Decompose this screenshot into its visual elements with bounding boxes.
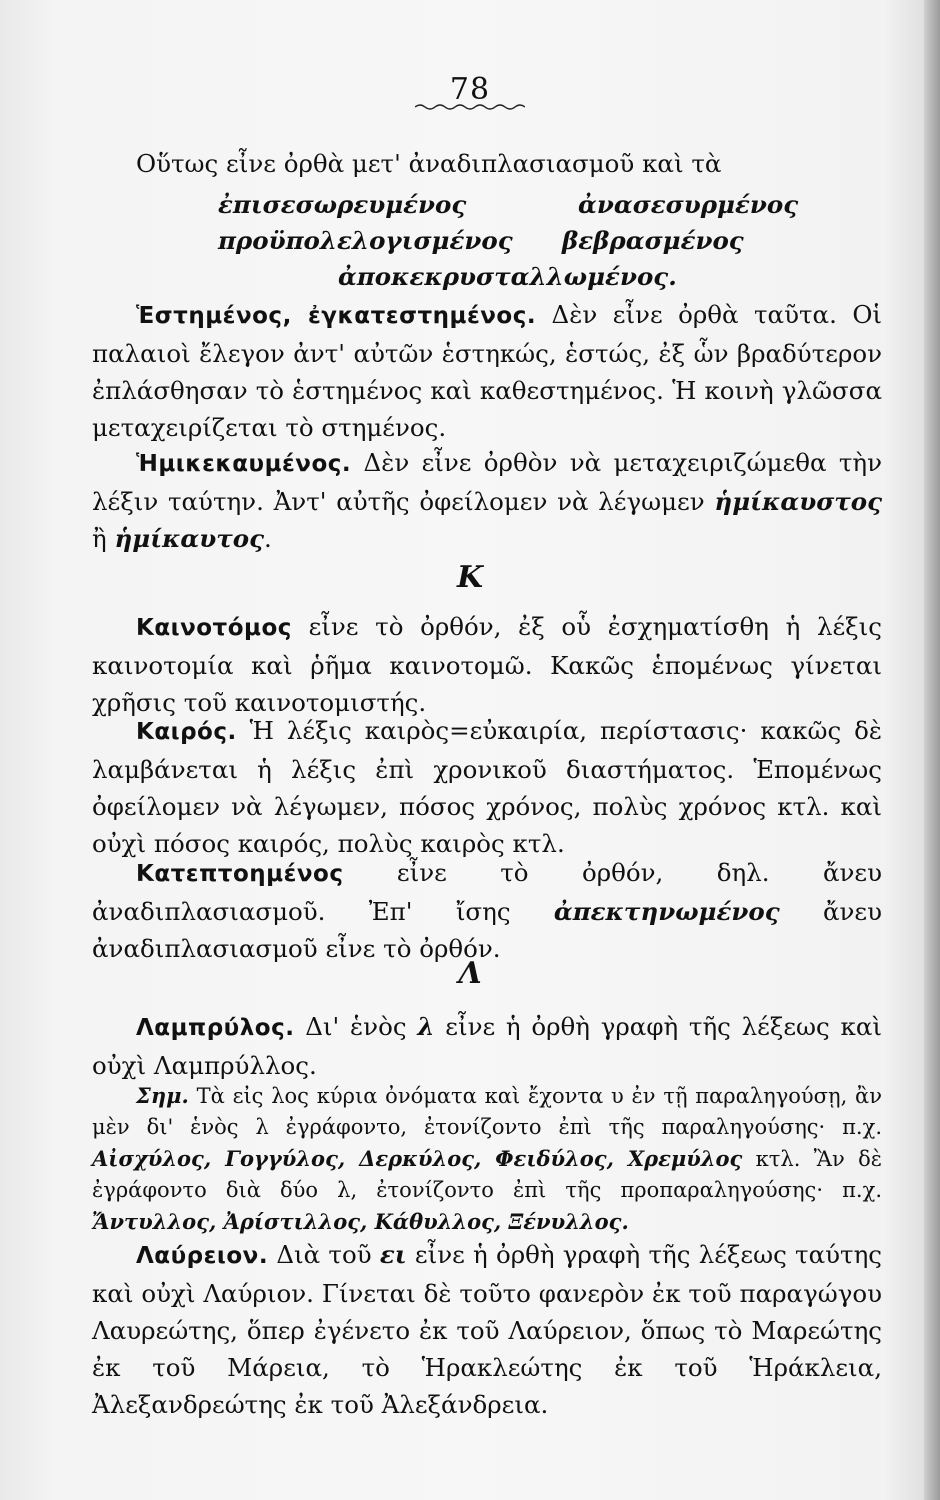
entry-head: Λαύρειον. <box>136 1243 269 1269</box>
section-letter-k: Κ <box>456 560 484 595</box>
word-3: προϋπολελογισμένος <box>218 226 513 255</box>
entry-lamprylos: Λαμπρύλος. Δι' ἑνὸς λ εἶνε ἡ ὀρθὴ γραφὴ τῆς λέξεως καὶ οὐχὶ Λαμπρύλλος. <box>92 1012 882 1080</box>
footnote: Σημ. Τὰ εἰς λος κύρια ὀνόματα καὶ ἔχοντα υ ἐν τῇ παραληγούσῃ, ἂν μὲν δι' ἑνὸς λ ἐγράφοντο, ἐτονίζοντο ἐπὶ τῆς παραληγούσης· π.χ. Αἰσχύλος, Γογγύλος, Δερκύλος, Φειδύλος, Χρεμύλος κτλ. Ἂν δὲ ἐγράφοντο διὰ δύο λ, ἐτονίζοντο ἐπὶ τῆς προπαραληγούσης· π.χ. Ἄντυλλος, Ἀρίστιλλος, Κάθυλλος, Ξένυλλος. <box>92 1083 882 1234</box>
entry-head: Λαμπρύλος. <box>136 1015 295 1041</box>
note-label: Σημ. <box>136 1083 189 1108</box>
entry-kateptoimenos: Κατεπτοημένος εἶνε τὸ ὀρθόν, δηλ. ἄνευ ἀναδιπλασιασμοῦ. Ἐπ' ἴσης ἀπεκτηνωμένος ἄνευ ἀναδιπλασιασμοῦ εἶνε τὸ ὀρθόν. <box>92 858 882 963</box>
entry-head: Ἡμικεκαυμένος. <box>136 451 352 477</box>
page-number: 78 <box>0 72 940 111</box>
entry-head: Κατεπτοημένος <box>136 861 344 887</box>
entry-kairos: Καιρός. Ἡ λέξις καιρὸς=εὐκαιρία, περίστασις· κακῶς δὲ λαμβάνεται ἡ λέξις ἐπὶ χρονικοῦ διαστήματος. Ἑπομένως ὀφείλομεν νὰ λέγωμεν, πόσος χρόνος, πολὺς χρόνος κτλ. καὶ οὐχὶ πόσος καιρός, πολὺς καιρὸς κτλ. <box>92 716 882 858</box>
entry-head: Ἑστημένος, ἐγκατεστημένος. <box>136 303 537 329</box>
word-5: ἀποκεκρυσταλλωμένος. <box>338 262 677 291</box>
section-letter-l: Λ <box>458 956 482 991</box>
entry-kainotomos: Καινοτόμος εἶνε τὸ ὀρθόν, ἐξ οὗ ἐσχηματίσθη ἡ λέξις καινοτομία καὶ ῥῆμα καινοτομῶ. Κακῶς ἑπομένως γίνεται χρῆσις τοῦ καινοτομιστής. <box>92 612 882 717</box>
page-edge <box>924 0 940 1500</box>
word-2: ἀνασεσυρμένος <box>578 190 799 219</box>
entry-lavreion: Λαύρειον. Διὰ τοῦ ει εἶνε ἡ ὀρθὴ γραφὴ τῆς λέξεως ταύτης καὶ οὐχὶ Λαύριον. Γίνεται δὲ τοῦτο φανερὸν ἐκ τοῦ παραγώγου Λαυρεώτης, ὅπερ ἐγένετο ἐκ τοῦ Λαύρειον, ὅπως τὸ Μαρεώτης ἐκ τοῦ Μάρεια, τὸ Ἡρακλεώτης ἐκ τοῦ Ἡράκλεια, Ἀλεξανδρεώτης ἐκ τοῦ Ἀλεξάνδρεια. <box>92 1240 883 1419</box>
entry-imikekaymenos: Ἡμικεκαυμένος. Δὲν εἶνε ὀρθὸν νὰ μεταχειριζώμεθα τὴν λέξιν ταύτην. Ἀντ' αὐτῆς ὀφείλομεν νὰ λέγωμεν ἡμίκαυστος ἢ ἡμίκαυτος. <box>92 448 882 553</box>
word-1: ἐπισεσωρευμένος <box>218 190 467 219</box>
entry-estimenos: Ἑστημένος, ἐγκατεστημένος. Δὲν εἶνε ὀρθὰ ταῦτα. Οἱ παλαιοὶ ἔλεγον ἀντ' αὐτῶν ἑστηκώς, ἑστώς, ἐξ ὧν βραδύτερον ἐπλάσθησαν τὸ ἑστημένος καὶ καθεστημένος. Ἡ κοινὴ γλῶσσα μεταχειρίζεται τὸ στημένος. <box>92 300 883 442</box>
word-4: βεβρασμένος <box>562 226 744 255</box>
intro-line: Οὕτως εἶνε ὀρθὰ μετ' ἀναδιπλασιασμοῦ καὶ τὰ <box>136 149 722 178</box>
entry-head: Καιρός. <box>136 719 237 745</box>
entry-head: Καινοτόμος <box>136 615 292 641</box>
